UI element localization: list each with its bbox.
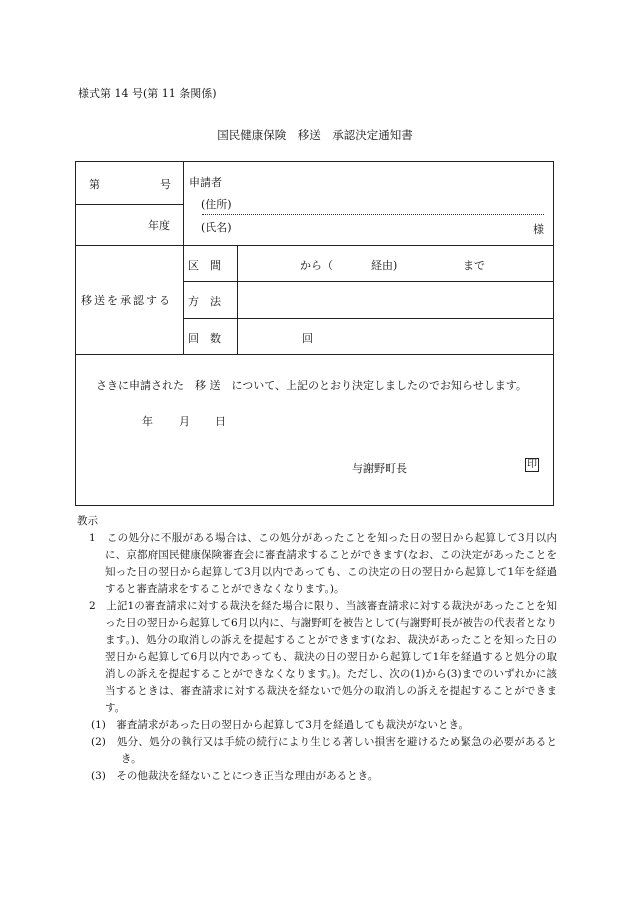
route-via: 経由) xyxy=(371,259,398,272)
row-divider xyxy=(183,281,553,282)
row-divider xyxy=(76,204,183,205)
method-label: 方 法 xyxy=(188,295,221,308)
honorific-sama: 様 xyxy=(533,223,544,236)
number-label-prefix: 第 xyxy=(89,178,100,191)
count-unit: 回 xyxy=(302,332,313,345)
fiscal-year-label: 年度 xyxy=(148,219,170,232)
number-label-suffix: 号 xyxy=(160,178,171,191)
issuer-name: 与謝野町長 xyxy=(352,462,407,475)
decision-message: さきに申請された 移 送 について、上記のとおり決定しましたのでお知らせします。 xyxy=(96,379,527,392)
date-day: 日 xyxy=(215,415,226,428)
name-label: (氏名) xyxy=(201,221,232,234)
count-label: 回 数 xyxy=(188,332,221,345)
form-table xyxy=(75,161,554,506)
instructions-heading: 教示 xyxy=(77,515,98,527)
instruction-sub-2: (2) 処分、処分の執行又は手続の続行により生じる著しい損害を避けるため緊急の必要があるとき。 xyxy=(91,736,557,765)
column-divider xyxy=(237,245,238,354)
column-divider xyxy=(183,162,184,354)
instruction-item-1: 1 この処分に不服がある場合は、この処分があったことを知った日の翌日から起算して3月以内に、京都府国民健康保険審査会に審査請求することができます(なお、この決定があったことを知った日の翌日から起算して3月以内であっても、この決定の日の翌日から起算して1年を経過すると審査請求をすることができなくなります。)。 xyxy=(89,532,557,595)
date-month: 月 xyxy=(179,415,190,428)
row-divider xyxy=(76,245,553,246)
route-to: まで xyxy=(463,259,485,272)
dotted-separator xyxy=(202,214,544,215)
row-divider xyxy=(183,318,553,319)
route-from: から（ xyxy=(300,259,333,272)
instruction-item-2: 2 上記1の審査請求に対する裁決を経た場合に限り、当該審査請求に対する裁決があったことを知った日の翌日から起算して6月以内に、与謝野町を被告として(与謝野町長が被告の代表者となります。)、処分の取消しの訴えを提起することができます(なお、裁決があったことを知った日の翌日から起算して6月以内であっても、裁決の日の翌日から起算して1年を経過すると処分の取消しの訴えを提起することができなくなります。)。ただし、次の(1)から(3)までのいずれかに該当するときは、審査請求に対する裁決を経ないで処分の取消しの訴えを提起することができます。 xyxy=(89,600,557,714)
applicant-label: 申請者 xyxy=(189,176,222,189)
instruction-sub-1: (1) 審査請求があった日の翌日から起算して3月を経過しても裁決がないとき。 xyxy=(91,719,470,731)
date-year: 年 xyxy=(142,415,153,428)
section-label: 区 間 xyxy=(188,259,221,272)
address-label: (住所) xyxy=(201,198,232,211)
appeal-instructions xyxy=(77,513,557,785)
form-number: 様式第 14 号(第 11 条関係) xyxy=(78,87,217,100)
approval-label: 移送を承認する xyxy=(81,294,172,307)
instruction-sub-3: (3) その他裁決を経ないことにつき正当な理由があるとき。 xyxy=(91,770,379,782)
seal-mark: 印 xyxy=(527,459,537,470)
row-divider xyxy=(76,354,553,355)
document-title: 国民健康保険 移送 承認決定通知書 xyxy=(217,128,413,142)
